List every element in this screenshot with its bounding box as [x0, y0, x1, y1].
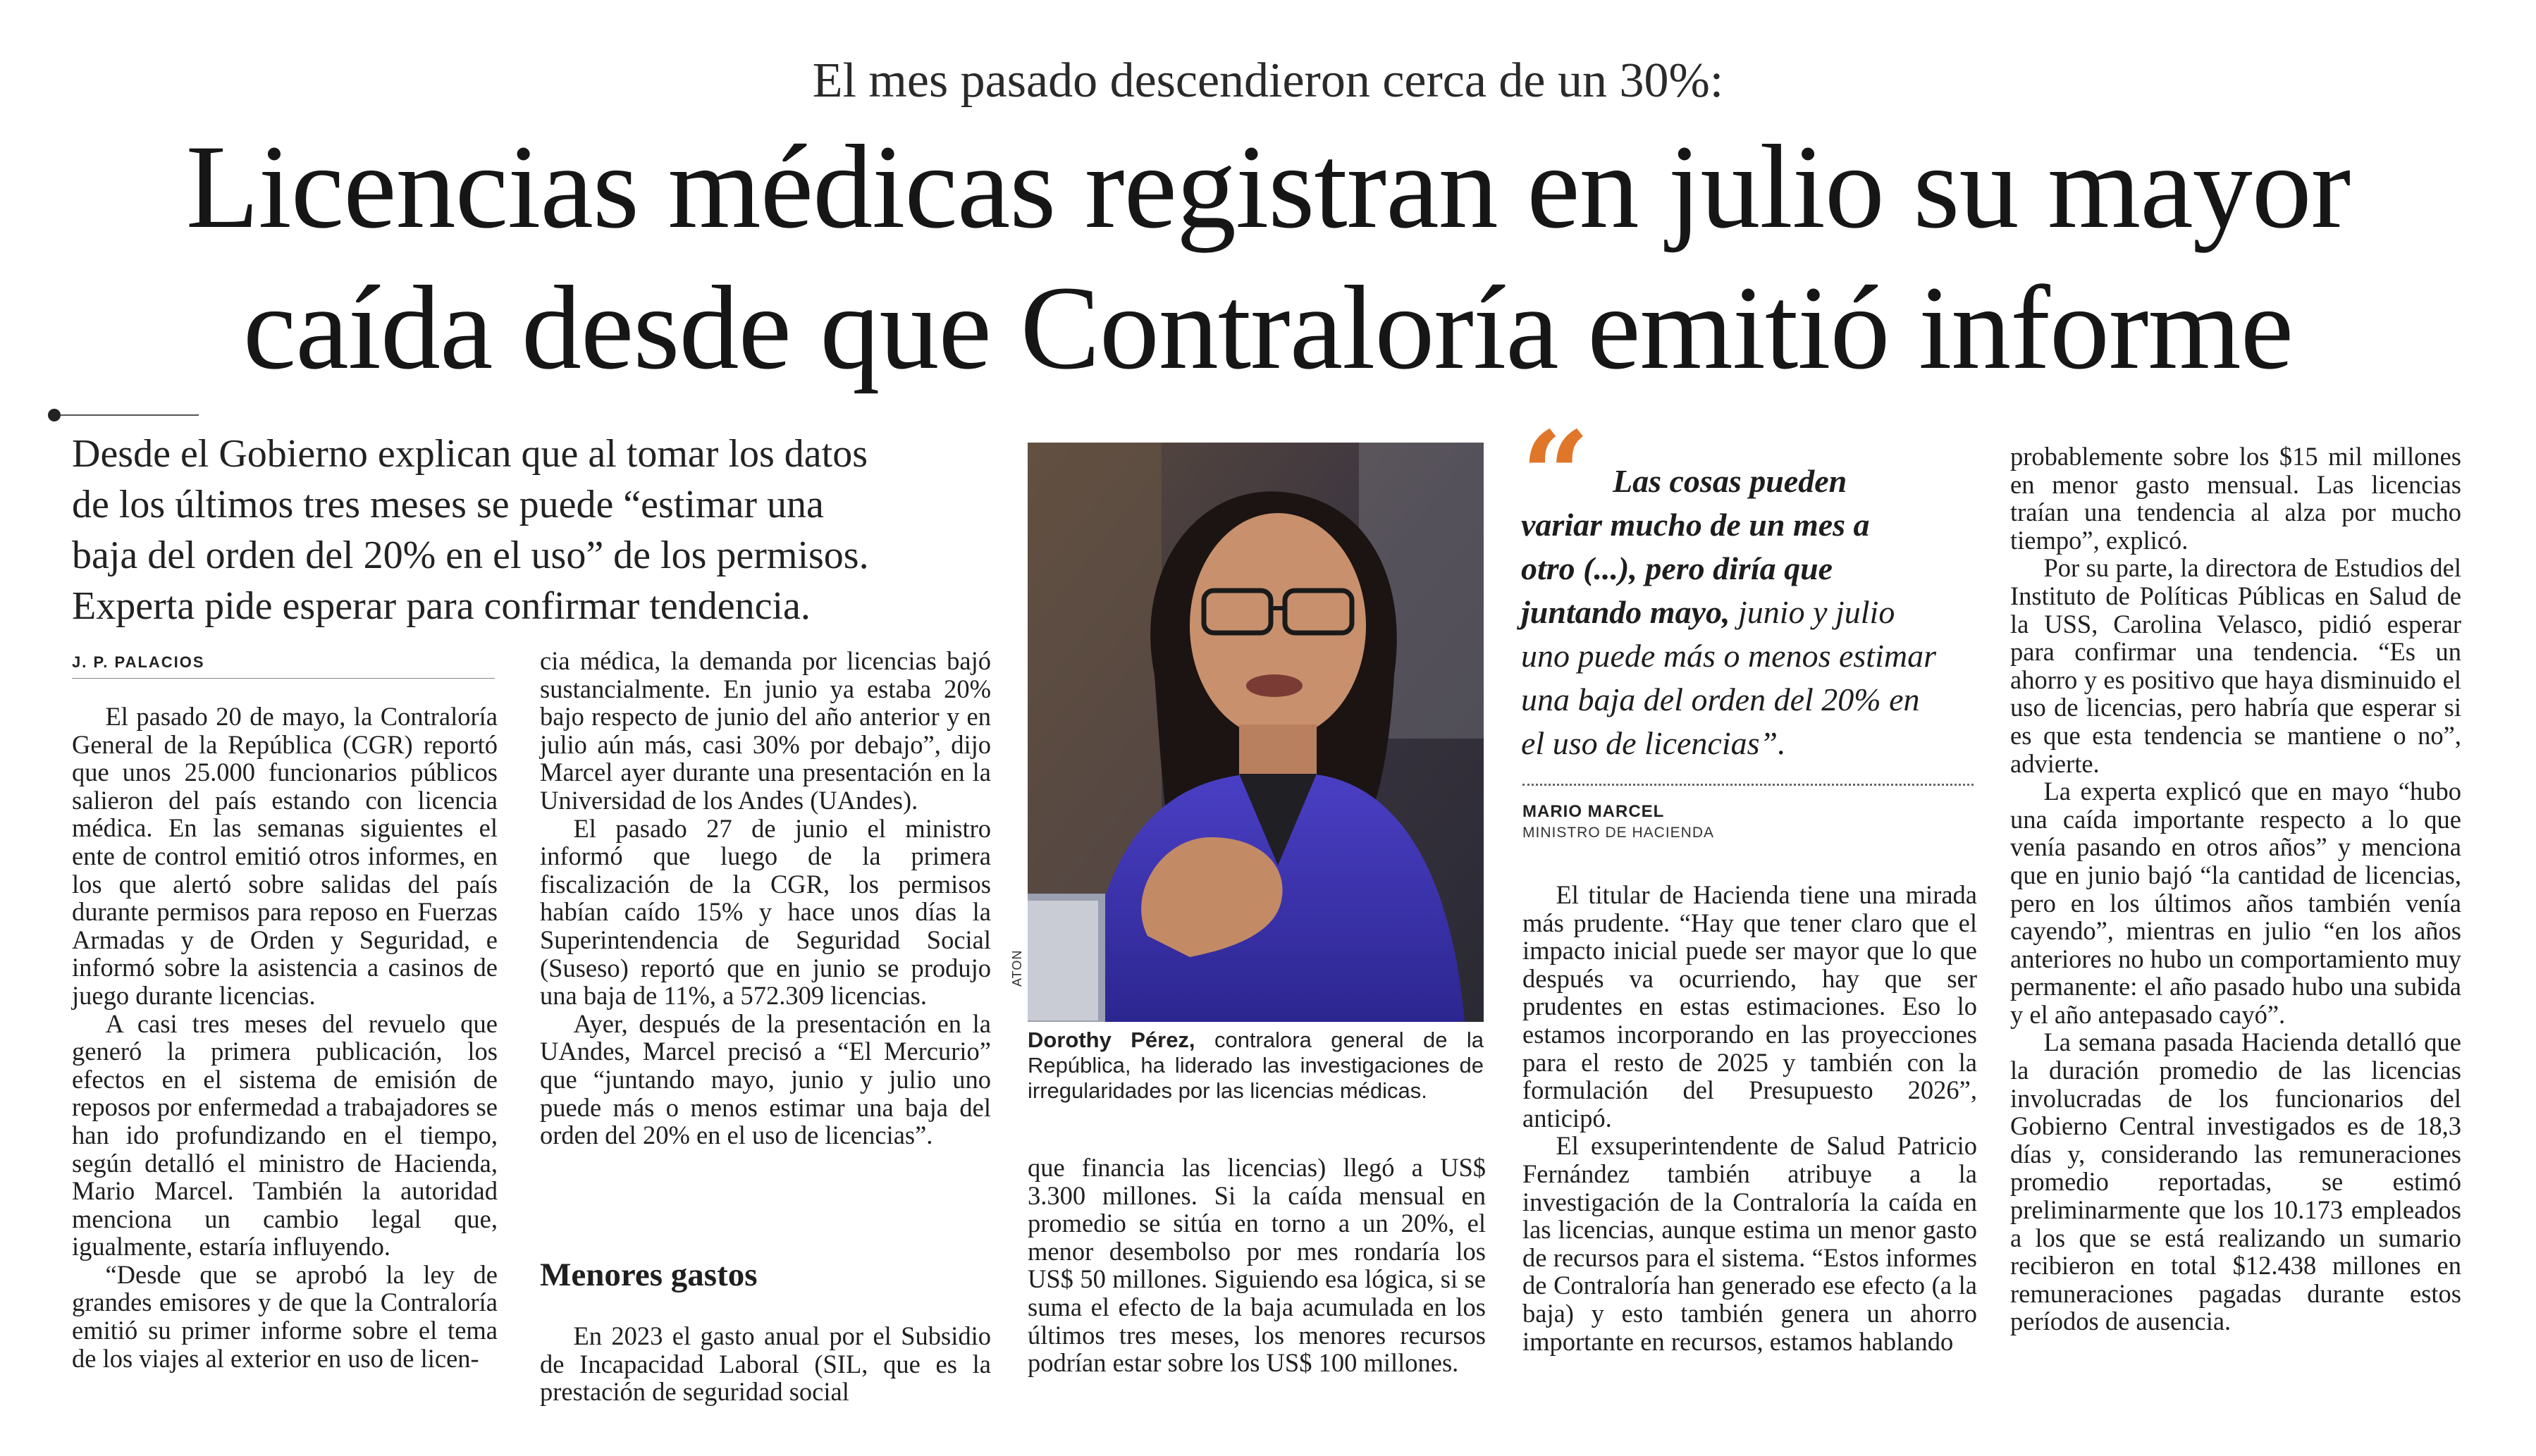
quote-bold-part: juntando mayo, [1521, 594, 1730, 630]
section-rule [61, 414, 199, 416]
photo-caption [1028, 1028, 1484, 1104]
pull-quote [1521, 459, 1972, 765]
paragraph: El pasado 20 de mayo, la Contraloría General de la República (CGR) reportó que unos 25.000 funcionarios públicos salieron del país estando con licencia médica. En las semanas siguientes el ente de control emitió otros informes, en los que alertó sobre salidas del país durante permisos para reposo en Fuerzas Armadas y de Orden y Seguridad, e informó sobre la asistencia a casinos de juego durante licencias. [72, 702, 498, 1010]
paragraph: Ayer, después de la presentación en la UAndes, Marcel precisó a “El Mercurio” que “juntando mayo, junio y julio uno puede más o menos estimar una baja del orden del 20% en el uso de licencias”. [540, 1008, 991, 1150]
lead-line: de los últimos tres meses se puede “estimar una [72, 483, 824, 526]
kicker: El mes pasado descendieron cerca de un 30%: [812, 54, 1724, 108]
paragraph: probablemente sobre los $15 mil millones en menor gasto mensual. Las licencias traían una tendencia al alza por mucho tiempo”, explicó. [2010, 442, 2461, 555]
lead-line: Experta pide esperar para confirmar tendencia. [72, 584, 811, 628]
photo-credit: ATON [1010, 949, 1024, 987]
paragraph: En 2023 el gasto anual por el Subsidio de Incapacidad Laboral (SIL, que es la prestación de seguridad social [540, 1321, 991, 1407]
paragraph: cia médica, la demanda por licencias bajó sustancialmente. En junio ya estaba 20% bajo respecto de junio del año anterior y en julio aún más, casi 30% por debajo”, dijo Marcel ayer durante una presentación en la Universidad de los Andes (UAndes). [540, 646, 991, 815]
section-dot [48, 409, 61, 421]
quote-line: uno puede más o menos estimar [1521, 638, 1936, 674]
article-column-2-continued [540, 1322, 991, 1406]
byline: J. P. PALACIOS [72, 653, 205, 671]
portrait-photo [1028, 443, 1484, 1022]
headline-line-2: caída desde que Contraloría emitió informe [242, 261, 2294, 394]
lead-paragraph [72, 428, 1016, 631]
headline-line-1: Licencias médicas registran en julio su mayor [185, 121, 2351, 253]
quote-line: otro (...), pero diría que [1521, 550, 1833, 586]
article-column-5 [2010, 443, 2461, 1335]
lead-line: Desde el Gobierno explican que al tomar los datos [72, 432, 868, 476]
quote-line [1521, 591, 1972, 634]
caption-name: Dorothy Pérez, [1028, 1028, 1195, 1052]
quote-line: una baja del orden del 20% en [1521, 681, 1920, 717]
quote-rule [1522, 784, 1974, 786]
portrait-illustration [1028, 443, 1484, 1022]
paragraph: La experta explicó que en mayo “hubo una caída importante respecto a lo que venía pasando en otros años” y menciona que en junio bajó “la cantidad de licencias, pero en los últimos años también venía cayendo”, mientras en julio “en los años anteriores no hubo un comportamiento muy permanente: el año pasado hubo una subida y el año antepasado cayó”. [2010, 777, 2461, 1029]
quote-mark-icon: “ [1521, 405, 1590, 546]
paragraph: Por su parte, la directora de Estudios del Instituto de Políticas Públicas en Salud de la USS, Carolina Velasco, pidió esperar para confirmar una tendencia. “Es un ahorro y es positivo que haya disminuido el uso de licencias, pero habría que esperar si es que esta tendencia se mantiene o no”, advierte. [2010, 553, 2461, 778]
paragraph: que financia las licencias) llegó a US$ 3.300 millones. Si la caída mensual en promedio se sitúa en torno a un 20%, el menor desembolso por mes rondaría los US$ 50 millones. Siguiendo esa lógica, si se suma el efecto de la baja acumulada en los últimos tres meses, los menores recursos podrían estar sobre los US$ 100 millones. [1028, 1153, 1486, 1378]
paragraph: “Desde que se aprobó la ley de grandes emisores y de que la Contraloría emitió su primer informe sobre el tema de los viajes al exterior en uso de licen- [72, 1259, 498, 1373]
quote-author: MARIO MARCEL [1522, 802, 1665, 821]
article-column-3 [1028, 1154, 1486, 1377]
caption-text: contralora general de la República, ha liderado las investigaciones de irregularidades por las licencias médicas. [1028, 1028, 1484, 1103]
headline [28, 116, 2508, 398]
paragraph: El exsuperintendente de Salud Patricio Fernández también atribuye a la investigación de la Contraloría la caída en las licencias, aunque estima un menor gasto de recursos para el sistema. “Estos informes de Contraloría han generado ese efecto (a la baja) y esto también genera un ahorro importante en recursos, estamos hablando [1522, 1131, 1977, 1356]
paragraph: El titular de Hacienda tiene una mirada más prudente. “Hay que tener claro que el impacto inicial puede ser mayor que lo que después va ocurriendo, hay que ser prudentes en estas estimaciones. Eso lo estamos incorporando en las proyecciones para el resto de 2025 y también con la formulación del Presupuesto 2026”, anticipó. [1522, 880, 1977, 1133]
article-column-4 [1522, 881, 1977, 1355]
quote-line: el uso de licencias”. [1521, 725, 1786, 761]
article-column-2 [540, 647, 991, 1149]
byline-rule [72, 678, 495, 679]
lead-line: baja del orden del 20% en el uso” de los permisos. [72, 533, 869, 577]
paragraph: La semana pasada Hacienda detalló que la duración promedio de las licencias involucradas de los funcionarios del Gobierno Central investigados es de 18,3 días y, considerando las remuneraciones promedio reportadas, se estimó preliminarmente que los 10.173 empleados a los que se está realizando un sumario recibieron en total $12.438 millones en remuneraciones pagadas durante estos períodos de ausencia. [2010, 1028, 2461, 1336]
quote-normal-part: junio y julio [1730, 594, 1895, 630]
quote-line: variar mucho de un mes a [1521, 507, 1870, 543]
quote-author-role: MINISTRO DE HACIENDA [1522, 825, 1715, 841]
article-column-1 [72, 703, 498, 1372]
paragraph: El pasado 27 de junio el ministro informó que luego de la primera fiscalización de la CGR, los permisos habían caído 15% y hace unos días la Superintendencia de Seguridad Social (Suseso) reportó que en junio se produjo una baja de 11%, a 572.309 licencias. [540, 813, 991, 1011]
paragraph: A casi tres meses del revuelo que generó la primera publicación, los efectos en el sistema de emisión de reposos por enfermedad a trabajadores se han ido profundizando en el tiempo, según detalló el ministro de Hacienda, Mario Marcel. También la autoridad menciona un cambio legal que, igualmente, estaría influyendo. [72, 1008, 498, 1261]
section-subhead: Menores gastos [540, 1257, 758, 1293]
quote-line: Las cosas pueden [1613, 463, 1847, 499]
